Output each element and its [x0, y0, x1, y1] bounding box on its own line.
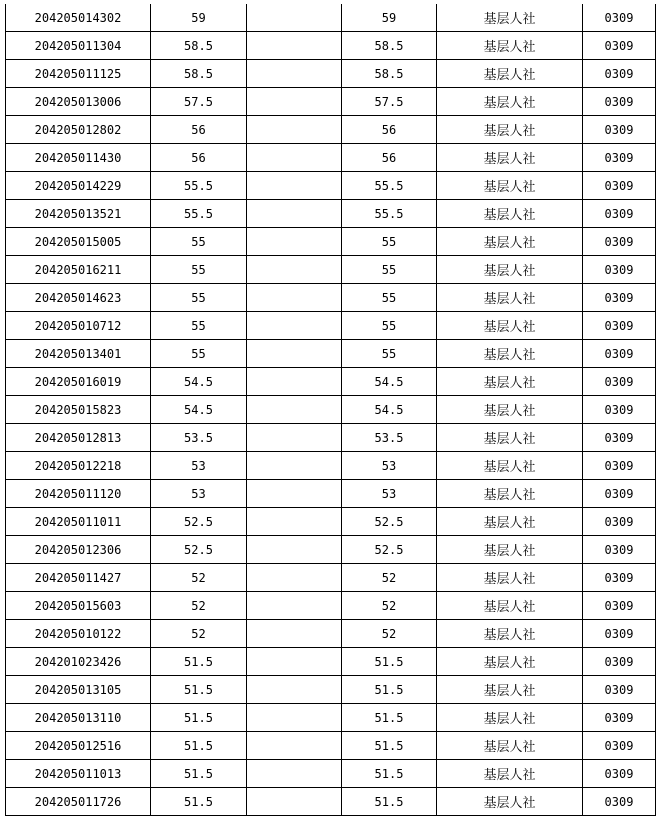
- candidate-id-cell: 204205013521: [6, 200, 151, 228]
- bonus-score-cell: [247, 4, 342, 32]
- written-score-cell: 55.5: [151, 172, 247, 200]
- candidate-id-cell: 204205011726: [6, 788, 151, 816]
- written-score-cell: 58.5: [151, 32, 247, 60]
- position-category-cell: 基层人社: [437, 760, 583, 788]
- total-score-cell: 55.5: [342, 172, 437, 200]
- bonus-score-cell: [247, 620, 342, 648]
- written-score-cell: 52: [151, 620, 247, 648]
- written-score-cell: 53: [151, 452, 247, 480]
- position-category-cell: 基层人社: [437, 424, 583, 452]
- table-row: [6, 424, 656, 452]
- position-category-cell: 基层人社: [437, 368, 583, 396]
- bonus-score-cell: [247, 452, 342, 480]
- candidate-id-cell: 204205012218: [6, 452, 151, 480]
- candidate-id-cell: 204205015823: [6, 396, 151, 424]
- position-category-cell: 基层人社: [437, 536, 583, 564]
- written-score-cell: 55: [151, 228, 247, 256]
- position-code-cell: 0309: [583, 200, 656, 228]
- score-table: [5, 4, 656, 816]
- bonus-score-cell: [247, 480, 342, 508]
- table-row: [6, 452, 656, 480]
- position-category-cell: 基层人社: [437, 60, 583, 88]
- bonus-score-cell: [247, 564, 342, 592]
- position-category-cell: 基层人社: [437, 172, 583, 200]
- position-category-cell: 基层人社: [437, 144, 583, 172]
- total-score-cell: 53: [342, 452, 437, 480]
- total-score-cell: 51.5: [342, 788, 437, 816]
- table-row: [6, 732, 656, 760]
- position-code-cell: 0309: [583, 312, 656, 340]
- bonus-score-cell: [247, 32, 342, 60]
- table-row: [6, 368, 656, 396]
- total-score-cell: 52: [342, 564, 437, 592]
- candidate-id-cell: 204205013401: [6, 340, 151, 368]
- position-category-cell: 基层人社: [437, 788, 583, 816]
- total-score-cell: 58.5: [342, 60, 437, 88]
- position-code-cell: 0309: [583, 60, 656, 88]
- table-row: [6, 172, 656, 200]
- position-category-cell: 基层人社: [437, 32, 583, 60]
- bonus-score-cell: [247, 592, 342, 620]
- written-score-cell: 58.5: [151, 60, 247, 88]
- candidate-id-cell: 204205016211: [6, 256, 151, 284]
- written-score-cell: 51.5: [151, 704, 247, 732]
- position-code-cell: 0309: [583, 88, 656, 116]
- written-score-cell: 54.5: [151, 368, 247, 396]
- position-category-cell: 基层人社: [437, 256, 583, 284]
- total-score-cell: 53: [342, 480, 437, 508]
- position-category-cell: 基层人社: [437, 508, 583, 536]
- candidate-id-cell: 204205012802: [6, 116, 151, 144]
- written-score-cell: 55: [151, 284, 247, 312]
- written-score-cell: 53: [151, 480, 247, 508]
- score-table-body: [6, 4, 656, 816]
- total-score-cell: 53.5: [342, 424, 437, 452]
- position-category-cell: 基层人社: [437, 592, 583, 620]
- bonus-score-cell: [247, 424, 342, 452]
- position-category-cell: 基层人社: [437, 4, 583, 32]
- table-row: [6, 116, 656, 144]
- candidate-id-cell: 204205011304: [6, 32, 151, 60]
- candidate-id-cell: 204205011125: [6, 60, 151, 88]
- written-score-cell: 55: [151, 256, 247, 284]
- written-score-cell: 51.5: [151, 676, 247, 704]
- position-category-cell: 基层人社: [437, 312, 583, 340]
- position-code-cell: 0309: [583, 228, 656, 256]
- bonus-score-cell: [247, 340, 342, 368]
- total-score-cell: 52: [342, 592, 437, 620]
- written-score-cell: 55: [151, 312, 247, 340]
- written-score-cell: 53.5: [151, 424, 247, 452]
- table-row: [6, 676, 656, 704]
- bonus-score-cell: [247, 116, 342, 144]
- position-category-cell: 基层人社: [437, 480, 583, 508]
- position-code-cell: 0309: [583, 4, 656, 32]
- bonus-score-cell: [247, 508, 342, 536]
- position-code-cell: 0309: [583, 676, 656, 704]
- position-category-cell: 基层人社: [437, 648, 583, 676]
- written-score-cell: 56: [151, 116, 247, 144]
- candidate-id-cell: 204205013110: [6, 704, 151, 732]
- position-code-cell: 0309: [583, 536, 656, 564]
- bonus-score-cell: [247, 704, 342, 732]
- candidate-id-cell: 204205014623: [6, 284, 151, 312]
- bonus-score-cell: [247, 312, 342, 340]
- total-score-cell: 55: [342, 340, 437, 368]
- bonus-score-cell: [247, 732, 342, 760]
- candidate-id-cell: 204205011011: [6, 508, 151, 536]
- table-row: [6, 256, 656, 284]
- table-row: [6, 144, 656, 172]
- written-score-cell: 54.5: [151, 396, 247, 424]
- bonus-score-cell: [247, 396, 342, 424]
- total-score-cell: 51.5: [342, 732, 437, 760]
- table-row: [6, 648, 656, 676]
- position-code-cell: 0309: [583, 648, 656, 676]
- candidate-id-cell: 204205012813: [6, 424, 151, 452]
- total-score-cell: 54.5: [342, 396, 437, 424]
- total-score-cell: 55: [342, 256, 437, 284]
- position-code-cell: 0309: [583, 732, 656, 760]
- bonus-score-cell: [247, 60, 342, 88]
- table-row: [6, 312, 656, 340]
- table-row: [6, 88, 656, 116]
- total-score-cell: 52.5: [342, 508, 437, 536]
- position-code-cell: 0309: [583, 452, 656, 480]
- position-code-cell: 0309: [583, 116, 656, 144]
- table-row: [6, 32, 656, 60]
- position-code-cell: 0309: [583, 256, 656, 284]
- total-score-cell: 59: [342, 4, 437, 32]
- position-code-cell: 0309: [583, 508, 656, 536]
- position-code-cell: 0309: [583, 144, 656, 172]
- candidate-id-cell: 204205012516: [6, 732, 151, 760]
- position-category-cell: 基层人社: [437, 228, 583, 256]
- candidate-id-cell: 204205011120: [6, 480, 151, 508]
- table-row: [6, 200, 656, 228]
- candidate-id-cell: 204205011427: [6, 564, 151, 592]
- position-code-cell: 0309: [583, 480, 656, 508]
- position-category-cell: 基层人社: [437, 396, 583, 424]
- candidate-id-cell: 204205014302: [6, 4, 151, 32]
- table-row: [6, 228, 656, 256]
- written-score-cell: 52.5: [151, 536, 247, 564]
- written-score-cell: 51.5: [151, 648, 247, 676]
- position-code-cell: 0309: [583, 592, 656, 620]
- position-category-cell: 基层人社: [437, 340, 583, 368]
- candidate-id-cell: 204201023426: [6, 648, 151, 676]
- total-score-cell: 51.5: [342, 704, 437, 732]
- position-code-cell: 0309: [583, 620, 656, 648]
- position-category-cell: 基层人社: [437, 452, 583, 480]
- position-category-cell: 基层人社: [437, 564, 583, 592]
- position-code-cell: 0309: [583, 424, 656, 452]
- bonus-score-cell: [247, 760, 342, 788]
- total-score-cell: 55: [342, 312, 437, 340]
- candidate-id-cell: 204205013105: [6, 676, 151, 704]
- candidate-id-cell: 204205014229: [6, 172, 151, 200]
- table-row: [6, 340, 656, 368]
- position-category-cell: 基层人社: [437, 676, 583, 704]
- written-score-cell: 51.5: [151, 732, 247, 760]
- candidate-id-cell: 204205012306: [6, 536, 151, 564]
- candidate-id-cell: 204205011430: [6, 144, 151, 172]
- bonus-score-cell: [247, 284, 342, 312]
- written-score-cell: 51.5: [151, 788, 247, 816]
- written-score-cell: 56: [151, 144, 247, 172]
- table-row: [6, 396, 656, 424]
- bonus-score-cell: [247, 144, 342, 172]
- table-row: [6, 620, 656, 648]
- total-score-cell: 57.5: [342, 88, 437, 116]
- written-score-cell: 52: [151, 592, 247, 620]
- written-score-cell: 55: [151, 340, 247, 368]
- bonus-score-cell: [247, 676, 342, 704]
- bonus-score-cell: [247, 368, 342, 396]
- total-score-cell: 52.5: [342, 536, 437, 564]
- bonus-score-cell: [247, 172, 342, 200]
- position-category-cell: 基层人社: [437, 200, 583, 228]
- position-code-cell: 0309: [583, 788, 656, 816]
- bonus-score-cell: [247, 648, 342, 676]
- candidate-id-cell: 204205015005: [6, 228, 151, 256]
- score-table-container: [5, 4, 655, 816]
- total-score-cell: 56: [342, 144, 437, 172]
- total-score-cell: 51.5: [342, 760, 437, 788]
- total-score-cell: 52: [342, 620, 437, 648]
- table-row: [6, 536, 656, 564]
- total-score-cell: 55: [342, 284, 437, 312]
- candidate-id-cell: 204205010712: [6, 312, 151, 340]
- written-score-cell: 57.5: [151, 88, 247, 116]
- position-category-cell: 基层人社: [437, 732, 583, 760]
- table-row: [6, 760, 656, 788]
- position-category-cell: 基层人社: [437, 704, 583, 732]
- table-row: [6, 284, 656, 312]
- candidate-id-cell: 204205015603: [6, 592, 151, 620]
- candidate-id-cell: 204205011013: [6, 760, 151, 788]
- written-score-cell: 55.5: [151, 200, 247, 228]
- position-code-cell: 0309: [583, 368, 656, 396]
- bonus-score-cell: [247, 88, 342, 116]
- bonus-score-cell: [247, 228, 342, 256]
- total-score-cell: 56: [342, 116, 437, 144]
- table-row: [6, 508, 656, 536]
- total-score-cell: 54.5: [342, 368, 437, 396]
- table-row: [6, 564, 656, 592]
- position-code-cell: 0309: [583, 284, 656, 312]
- total-score-cell: 51.5: [342, 676, 437, 704]
- position-category-cell: 基层人社: [437, 620, 583, 648]
- position-code-cell: 0309: [583, 564, 656, 592]
- position-code-cell: 0309: [583, 172, 656, 200]
- position-code-cell: 0309: [583, 704, 656, 732]
- written-score-cell: 51.5: [151, 760, 247, 788]
- position-code-cell: 0309: [583, 32, 656, 60]
- position-category-cell: 基层人社: [437, 88, 583, 116]
- table-row: [6, 480, 656, 508]
- bonus-score-cell: [247, 200, 342, 228]
- total-score-cell: 55.5: [342, 200, 437, 228]
- candidate-id-cell: 204205013006: [6, 88, 151, 116]
- position-code-cell: 0309: [583, 760, 656, 788]
- table-row: [6, 60, 656, 88]
- candidate-id-cell: 204205010122: [6, 620, 151, 648]
- table-row: [6, 4, 656, 32]
- bonus-score-cell: [247, 256, 342, 284]
- written-score-cell: 52: [151, 564, 247, 592]
- written-score-cell: 52.5: [151, 508, 247, 536]
- table-row: [6, 592, 656, 620]
- position-code-cell: 0309: [583, 396, 656, 424]
- total-score-cell: 51.5: [342, 648, 437, 676]
- position-category-cell: 基层人社: [437, 116, 583, 144]
- total-score-cell: 58.5: [342, 32, 437, 60]
- total-score-cell: 55: [342, 228, 437, 256]
- written-score-cell: 59: [151, 4, 247, 32]
- candidate-id-cell: 204205016019: [6, 368, 151, 396]
- bonus-score-cell: [247, 788, 342, 816]
- bonus-score-cell: [247, 536, 342, 564]
- position-category-cell: 基层人社: [437, 284, 583, 312]
- position-code-cell: 0309: [583, 340, 656, 368]
- table-row: [6, 704, 656, 732]
- table-row: [6, 788, 656, 816]
